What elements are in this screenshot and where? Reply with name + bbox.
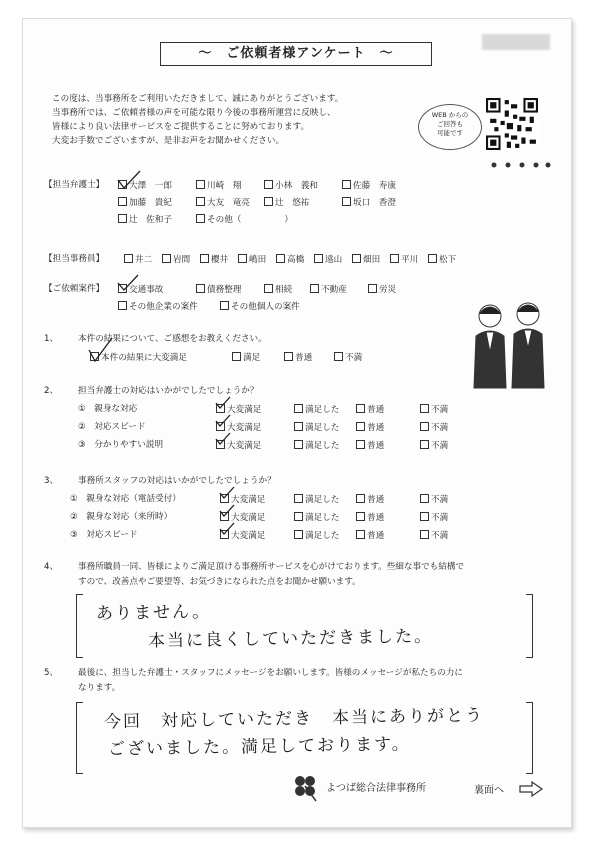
q3-option[interactable]: 大変満足	[220, 494, 265, 506]
q4-text: すので、改善点やご要望等、お気づきになられた点をお聞かせ願います。	[78, 577, 361, 587]
clover-logo-icon	[288, 772, 322, 802]
q1-option[interactable]: 満足	[232, 352, 260, 364]
q2-option[interactable]: 普通	[356, 404, 384, 416]
staff-option[interactable]: 松下	[428, 254, 456, 266]
q2-item: ③ 分かりやすい説明	[78, 440, 164, 450]
case-option[interactable]: その他個人の案件	[220, 301, 300, 313]
checkmark-icon	[218, 522, 236, 536]
q3-option[interactable]: 大変満足	[220, 512, 265, 524]
web-note-line: ご回答も	[437, 120, 463, 128]
q2-option[interactable]: 不満	[420, 404, 448, 416]
q3-option[interactable]: 不満	[420, 512, 448, 524]
checkmark-icon	[218, 504, 236, 518]
web-note-bubble	[418, 104, 482, 150]
lawyers-label: 【担当弁護士】	[44, 180, 105, 190]
staff-option[interactable]: 平川	[390, 254, 418, 266]
checkmark-icon	[116, 170, 142, 192]
case-option[interactable]: 不動産	[310, 284, 347, 296]
q3-option[interactable]: 普通	[356, 512, 384, 524]
q5-answer[interactable]: ございました。満足しております。	[107, 734, 411, 760]
q2-option[interactable]: 大変満足	[216, 404, 261, 416]
case-option[interactable]: その他企業の案件	[118, 301, 198, 313]
office-name: よつば総合法律事務所	[326, 783, 426, 794]
checkmark-icon	[116, 274, 140, 294]
q4-text: 事務所職員一同、皆様によりご満足頂ける事務所サービスを心がけております。些細な事でも結構で	[78, 562, 465, 572]
lawyer-option[interactable]: 大澤 一郎	[118, 180, 172, 192]
q2-option[interactable]: 大変満足	[216, 440, 261, 452]
lawyers-illustration-icon	[468, 296, 552, 390]
checkmark-icon	[214, 396, 232, 410]
case-option[interactable]: 労災	[368, 284, 396, 296]
lawyer-option[interactable]: 小林 義和	[264, 180, 318, 192]
lawyer-option[interactable]: 大友 竜亮	[196, 197, 250, 209]
clover-decoration-icon	[488, 158, 552, 172]
lawyer-option[interactable]: その他（ ）	[196, 214, 293, 226]
q3-option[interactable]: 不満	[420, 530, 448, 542]
q3-option[interactable]: 満足した	[294, 494, 339, 506]
lawyer-option[interactable]: 加藤 貴紀	[118, 197, 172, 209]
q3-text: 事務所スタッフの対応はいかがでしたでしょうか？	[78, 476, 276, 486]
q2-option[interactable]: 満足した	[294, 440, 339, 452]
qr-code-icon[interactable]	[486, 98, 538, 150]
q2-item: ① 親身な対応	[78, 404, 138, 414]
q3-option[interactable]: 普通	[356, 494, 384, 506]
intro-line: 当事務所では、ご依頼者様の声を可能な限り今後の事務所運営に反映し、	[52, 108, 336, 118]
q1-option[interactable]: 本件の結果に大変満足	[90, 352, 187, 364]
q5-number: 5、	[44, 668, 59, 678]
q2-item: ② 対応スピード	[78, 422, 146, 432]
q4-number: 4、	[44, 562, 59, 572]
q3-number: 3、	[44, 476, 59, 486]
q3-item: ① 親身な対応（電話受付）	[70, 494, 181, 504]
q2-text: 担当弁護士の対応はいかがでしたでしょうか？	[78, 386, 259, 396]
lawyer-option[interactable]: 佐藤 寿康	[342, 180, 396, 192]
lawyer-option[interactable]: 辻 悠祐	[264, 197, 309, 209]
checkmark-icon	[214, 414, 232, 428]
q2-option[interactable]: 満足した	[294, 404, 339, 416]
staff-option[interactable]: 井二	[124, 254, 152, 266]
staff-option[interactable]: 嶋田	[238, 254, 266, 266]
q1-option[interactable]: 普通	[284, 352, 312, 364]
answer-bracket-left	[76, 702, 83, 774]
answer-bracket-right	[526, 594, 533, 658]
q1-number: 1、	[44, 334, 59, 344]
staff-label: 【担当事務員】	[44, 254, 105, 264]
q5-answer[interactable]: 今回 対応していただき 本当にありがとう	[103, 705, 485, 733]
staff-option[interactable]: 高橋	[276, 254, 304, 266]
arrow-right-icon[interactable]	[518, 780, 544, 798]
case-option[interactable]: 交通事故	[118, 284, 163, 296]
q3-option[interactable]: 大変満足	[220, 530, 265, 542]
case-option[interactable]: 債務整理	[196, 284, 241, 296]
q3-item: ③ 対応スピード	[70, 530, 138, 540]
web-note-line: WEB からの	[431, 111, 469, 119]
q2-number: 2、	[44, 386, 59, 396]
q1-text: 本件の結果について、ご感想をお教えください。	[78, 334, 267, 344]
q5-text: なります。	[78, 683, 121, 693]
q3-option[interactable]: 不満	[420, 494, 448, 506]
case-option[interactable]: 相続	[264, 284, 292, 296]
q2-option[interactable]: 大変満足	[216, 422, 261, 434]
q2-option[interactable]: 普通	[356, 440, 384, 452]
redacted-id	[482, 34, 550, 50]
intro-line: この度は、当事務所をご利用いただきまして、誠にありがとうございます。	[52, 94, 344, 104]
staff-option[interactable]: 櫻井	[200, 254, 228, 266]
q3-option[interactable]: 満足した	[294, 530, 339, 542]
q4-answer[interactable]: 本当に良くしていただきました。	[147, 626, 434, 652]
q4-answer[interactable]: ありません。	[95, 601, 212, 625]
checkmark-icon	[214, 432, 232, 446]
q1-option[interactable]: 不満	[334, 352, 362, 364]
answer-bracket-left	[76, 594, 83, 658]
lawyer-option[interactable]: 川崎 翔	[196, 180, 241, 192]
staff-option[interactable]: 遠山	[314, 254, 342, 266]
intro-line: 大変お手数でございますが、是非お声をお聞かせください。	[52, 136, 285, 146]
checkmark-icon	[218, 486, 236, 500]
staff-option[interactable]: 岩間	[162, 254, 190, 266]
answer-bracket-right	[526, 702, 533, 774]
checkmark-icon	[86, 336, 114, 364]
q2-option[interactable]: 満足した	[294, 422, 339, 434]
q3-item: ② 親身な対応（来所時）	[70, 512, 173, 522]
q2-option[interactable]: 普通	[356, 422, 384, 434]
staff-option[interactable]: 畑田	[352, 254, 380, 266]
q2-option[interactable]: 不満	[420, 440, 448, 452]
q5-text: 最後に、担当した弁護士・スタッフにメッセージをお願いします。皆様のメッセージが私たちの力に	[78, 668, 464, 678]
q3-option[interactable]: 満足した	[294, 512, 339, 524]
q3-option[interactable]: 普通	[356, 530, 384, 542]
intro-line: 皆様により良い法律サービスをご提供することに努めております。	[52, 122, 310, 132]
lawyer-option[interactable]: 辻 佐和子	[118, 214, 172, 226]
next-page-label[interactable]: 裏面へ	[474, 785, 504, 796]
page-title: ～ ご依頼者様アンケート ～	[160, 42, 432, 66]
q2-option[interactable]: 不満	[420, 422, 448, 434]
web-note-line: 可能です	[437, 129, 463, 137]
lawyer-option[interactable]: 坂口 香澄	[342, 197, 396, 209]
case-label: 【ご依頼案件】	[44, 284, 105, 294]
